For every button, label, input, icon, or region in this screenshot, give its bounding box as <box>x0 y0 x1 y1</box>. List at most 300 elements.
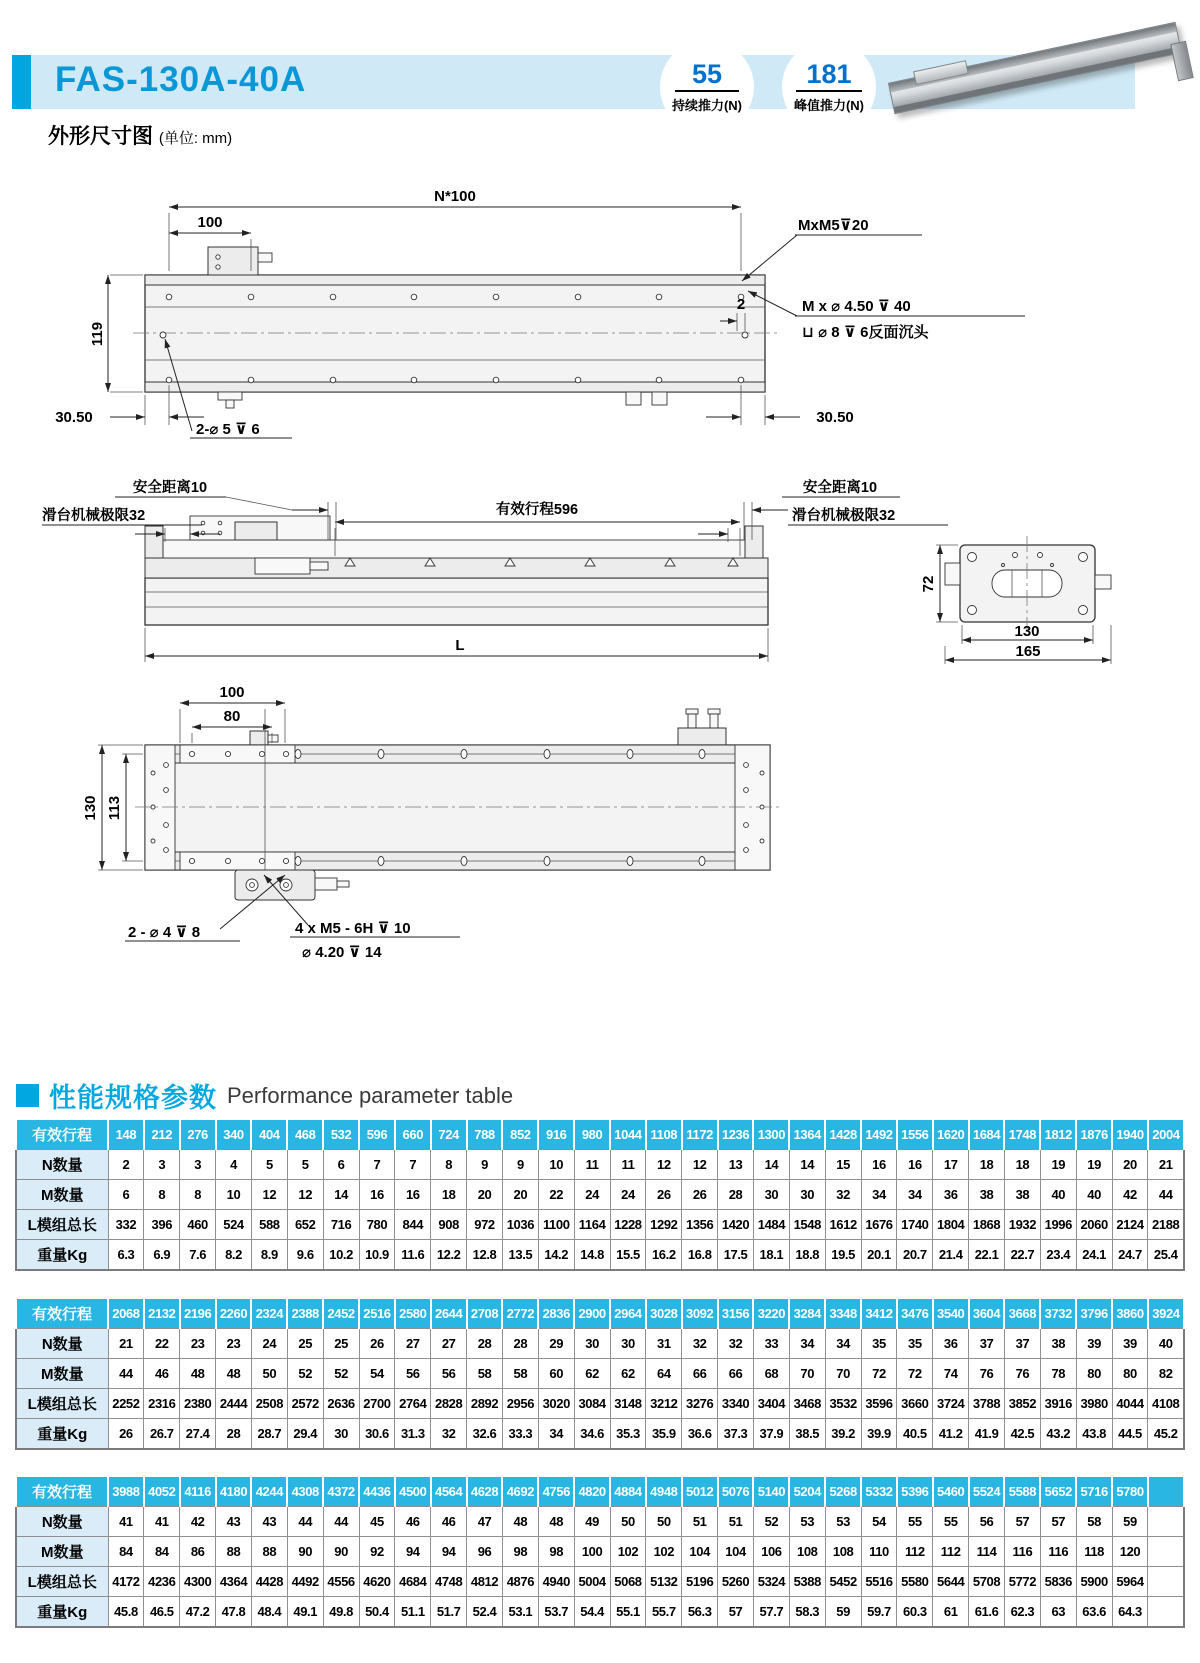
row-label: N数量 <box>16 1507 108 1537</box>
value-cell: 47.8 <box>216 1597 252 1628</box>
value-cell: 48 <box>180 1359 216 1389</box>
value-cell: 92 <box>359 1537 395 1567</box>
value-cell: 22 <box>144 1329 180 1359</box>
section-title-en: Performance parameter table <box>227 1082 514 1108</box>
stroke-value: 3348 <box>825 1298 861 1329</box>
stroke-value: 5268 <box>825 1476 861 1507</box>
stroke-value: 276 <box>180 1119 216 1150</box>
stroke-value: 2452 <box>323 1298 359 1329</box>
value-cell: 52 <box>753 1507 789 1537</box>
dim-3050-right: 30.50 <box>816 409 854 426</box>
stroke-value: 4756 <box>538 1476 574 1507</box>
value-cell: 15.5 <box>610 1240 646 1271</box>
value-cell: 14 <box>789 1150 825 1180</box>
stroke-value: 4180 <box>216 1476 252 1507</box>
value-cell: 80 <box>1076 1359 1112 1389</box>
value-cell: 48 <box>538 1507 574 1537</box>
continuous-thrust-value: 55 <box>675 60 739 91</box>
value-cell: 28.7 <box>251 1419 287 1450</box>
value-cell: 3212 <box>646 1389 682 1419</box>
stroke-value: 1492 <box>861 1119 897 1150</box>
value-cell: 31.3 <box>395 1419 431 1450</box>
dim-72: 72 <box>920 575 937 593</box>
stroke-value: 1108 <box>646 1119 682 1150</box>
value-cell: 58 <box>467 1359 503 1389</box>
value-cell: 30.6 <box>359 1419 395 1450</box>
stroke-value: 3028 <box>646 1298 682 1329</box>
stroke-value: 1428 <box>825 1119 861 1150</box>
value-cell: 50.4 <box>359 1597 395 1628</box>
row-label: 重量Kg <box>16 1597 108 1628</box>
value-cell: 396 <box>144 1210 180 1240</box>
value-cell: 844 <box>395 1210 431 1240</box>
value-cell: 20.7 <box>897 1240 933 1271</box>
value-cell: 3084 <box>574 1389 610 1419</box>
spec-table <box>15 1297 1185 1450</box>
stroke-value: 3220 <box>753 1298 789 1329</box>
peak-thrust-value: 181 <box>796 60 861 91</box>
stroke-value: 1940 <box>1112 1119 1148 1150</box>
value-cell: 18.1 <box>753 1240 789 1271</box>
value-cell: 3852 <box>1004 1389 1040 1419</box>
value-cell: 13 <box>718 1150 754 1180</box>
value-cell: 19.5 <box>825 1240 861 1271</box>
stroke-value: 5076 <box>718 1476 754 1507</box>
value-cell: 104 <box>718 1537 754 1567</box>
value-cell: 25 <box>287 1329 323 1359</box>
dim-130-end: 130 <box>1014 623 1040 640</box>
stroke-value: 4884 <box>610 1476 646 1507</box>
value-cell: 7 <box>395 1150 431 1180</box>
value-cell: 116 <box>1040 1537 1076 1567</box>
value-cell: 35 <box>861 1329 897 1359</box>
value-cell: 3724 <box>933 1389 969 1419</box>
value-cell: 49.1 <box>287 1597 323 1628</box>
stroke-value: 724 <box>431 1119 467 1150</box>
value-cell: 47.2 <box>180 1597 216 1628</box>
value-cell: 2892 <box>467 1389 503 1419</box>
value-cell: 63 <box>1040 1597 1076 1628</box>
value-cell: 5580 <box>897 1567 933 1597</box>
stroke-value: 2644 <box>431 1298 467 1329</box>
value-cell: 51 <box>682 1507 718 1537</box>
value-cell: 48 <box>216 1359 252 1389</box>
value-cell: 44 <box>108 1359 144 1389</box>
value-cell: 2444 <box>216 1389 252 1419</box>
value-cell: 2 <box>108 1150 144 1180</box>
label-limit-left: 滑台机械极限32 <box>42 508 146 524</box>
value-cell: 4428 <box>251 1567 287 1597</box>
value-cell: 57.7 <box>753 1597 789 1628</box>
value-cell: 59.7 <box>861 1597 897 1628</box>
product-photo <box>880 0 1190 140</box>
stroke-value: 2964 <box>610 1298 646 1329</box>
value-cell: 31 <box>646 1329 682 1359</box>
value-cell: 40 <box>1076 1180 1112 1210</box>
value-cell: 24.7 <box>1112 1240 1148 1271</box>
value-cell: 57 <box>718 1597 754 1628</box>
value-cell: 4556 <box>323 1567 359 1597</box>
value-cell: 34 <box>789 1329 825 1359</box>
value-cell: 4620 <box>359 1567 395 1597</box>
dim-100-top: 100 <box>197 214 223 231</box>
value-cell: 1100 <box>538 1210 574 1240</box>
value-cell: 5836 <box>1040 1567 1076 1597</box>
dim-130-bottom: 130 <box>82 795 99 821</box>
stroke-value: 4116 <box>180 1476 216 1507</box>
value-cell: 3660 <box>897 1389 933 1419</box>
value-cell: 14.2 <box>538 1240 574 1271</box>
value-cell: 20 <box>502 1180 538 1210</box>
value-cell: 32 <box>431 1419 467 1450</box>
value-cell: 2380 <box>180 1389 216 1419</box>
value-cell: 3788 <box>969 1389 1005 1419</box>
value-cell: 57 <box>1004 1507 1040 1537</box>
value-cell: 61 <box>933 1597 969 1628</box>
value-cell: 94 <box>431 1537 467 1567</box>
value-cell: 34 <box>825 1329 861 1359</box>
value-cell: 14 <box>753 1150 789 1180</box>
stroke-value: 3860 <box>1112 1298 1148 1329</box>
value-cell: 98 <box>502 1537 538 1567</box>
value-cell: 18.8 <box>789 1240 825 1271</box>
value-cell: 4236 <box>144 1567 180 1597</box>
value-cell: 12 <box>251 1180 287 1210</box>
section-title-zh: 性能规格参数 <box>49 1083 217 1113</box>
value-cell: 41 <box>144 1507 180 1537</box>
value-cell: 4364 <box>216 1567 252 1597</box>
value-cell: 3340 <box>718 1389 754 1419</box>
value-cell: 48.4 <box>251 1597 287 1628</box>
value-cell: 108 <box>825 1537 861 1567</box>
value-cell: 26.7 <box>144 1419 180 1450</box>
value-cell <box>1148 1537 1184 1567</box>
dim-80: 80 <box>223 708 241 725</box>
value-cell: 22.1 <box>969 1240 1005 1271</box>
stroke-value: 3988 <box>108 1476 144 1507</box>
value-cell: 4684 <box>395 1567 431 1597</box>
value-cell: 2316 <box>144 1389 180 1419</box>
value-cell: 46 <box>144 1359 180 1389</box>
value-cell: 12.2 <box>431 1240 467 1271</box>
value-cell: 55.1 <box>610 1597 646 1628</box>
value-cell: 49.8 <box>323 1597 359 1628</box>
value-cell: 8 <box>144 1180 180 1210</box>
value-cell: 55 <box>933 1507 969 1537</box>
stroke-value: 3284 <box>789 1298 825 1329</box>
value-cell: 46.5 <box>144 1597 180 1628</box>
value-cell: 51.7 <box>431 1597 467 1628</box>
value-cell: 5068 <box>610 1567 646 1597</box>
value-cell: 23 <box>180 1329 216 1359</box>
value-cell: 106 <box>753 1537 789 1567</box>
value-cell: 1612 <box>825 1210 861 1240</box>
value-cell: 74 <box>933 1359 969 1389</box>
stroke-value: 404 <box>251 1119 287 1150</box>
value-cell: 22.7 <box>1004 1240 1040 1271</box>
value-cell: 2188 <box>1148 1210 1184 1240</box>
value-cell: 3020 <box>538 1389 574 1419</box>
dim-100-bottom: 100 <box>219 684 245 701</box>
value-cell: 30 <box>610 1329 646 1359</box>
value-cell: 24 <box>251 1329 287 1359</box>
value-cell: 96 <box>467 1537 503 1567</box>
value-cell: 42 <box>1112 1180 1148 1210</box>
value-cell: 4108 <box>1148 1389 1184 1419</box>
value-cell: 118 <box>1076 1537 1112 1567</box>
value-cell: 4 <box>216 1150 252 1180</box>
side-view-drawing <box>40 470 1160 675</box>
stroke-value: 2708 <box>467 1298 503 1329</box>
label-m-dia: M x ⌀ 4.50 ⊽ 40 <box>802 298 911 315</box>
value-cell: 4748 <box>431 1567 467 1597</box>
value-cell: 1036 <box>502 1210 538 1240</box>
value-cell: 32 <box>718 1329 754 1359</box>
value-cell: 23.4 <box>1040 1240 1076 1271</box>
row-label: 重量Kg <box>16 1240 108 1271</box>
value-cell: 30 <box>789 1180 825 1210</box>
value-cell: 70 <box>825 1359 861 1389</box>
value-cell: 52.4 <box>467 1597 503 1628</box>
value-cell: 12.8 <box>467 1240 503 1271</box>
value-cell: 2572 <box>287 1389 323 1419</box>
value-cell: 114 <box>969 1537 1005 1567</box>
value-cell: 53 <box>789 1507 825 1537</box>
stroke-value: 1876 <box>1076 1119 1112 1150</box>
value-cell: 2956 <box>502 1389 538 1419</box>
value-cell: 1868 <box>969 1210 1005 1240</box>
value-cell: 2060 <box>1076 1210 1112 1240</box>
value-cell: 43.2 <box>1040 1419 1076 1450</box>
value-cell: 5004 <box>574 1567 610 1597</box>
value-cell: 11 <box>610 1150 646 1180</box>
value-cell: 2124 <box>1112 1210 1148 1240</box>
stroke-value: 1684 <box>969 1119 1005 1150</box>
value-cell <box>1148 1507 1184 1537</box>
value-cell: 98 <box>538 1537 574 1567</box>
dim-l: L <box>455 637 465 654</box>
value-cell: 60.3 <box>897 1597 933 1628</box>
value-cell: 8 <box>431 1150 467 1180</box>
thrust-badge-continuous <box>660 40 754 134</box>
value-cell: 12 <box>682 1150 718 1180</box>
stroke-value: 4948 <box>646 1476 682 1507</box>
value-cell: 3916 <box>1040 1389 1076 1419</box>
value-cell: 21 <box>108 1329 144 1359</box>
stroke-value: 4436 <box>359 1476 395 1507</box>
value-cell: 3532 <box>825 1389 861 1419</box>
value-cell: 1676 <box>861 1210 897 1240</box>
value-cell: 1292 <box>646 1210 682 1240</box>
value-cell: 17.5 <box>718 1240 754 1271</box>
value-cell: 8 <box>180 1180 216 1210</box>
value-cell: 108 <box>789 1537 825 1567</box>
value-cell: 6.3 <box>108 1240 144 1271</box>
value-cell: 37.9 <box>753 1419 789 1450</box>
value-cell: 5772 <box>1004 1567 1040 1597</box>
stroke-value: 532 <box>323 1119 359 1150</box>
value-cell: 112 <box>897 1537 933 1567</box>
value-cell: 5964 <box>1112 1567 1148 1597</box>
value-cell: 3980 <box>1076 1389 1112 1419</box>
value-cell: 58.3 <box>789 1597 825 1628</box>
label-2dia4: 2 - ⌀ 4 ⊽ 8 <box>128 924 201 941</box>
stroke-value <box>1148 1476 1184 1507</box>
stroke-value: 1172 <box>682 1119 718 1150</box>
value-cell: 53.1 <box>502 1597 538 1628</box>
value-cell: 41.2 <box>933 1419 969 1450</box>
value-cell: 102 <box>646 1537 682 1567</box>
value-cell: 72 <box>897 1359 933 1389</box>
value-cell: 5644 <box>933 1567 969 1597</box>
value-cell: 100 <box>574 1537 610 1567</box>
section-bullet-square <box>16 1084 39 1107</box>
value-cell: 39 <box>1112 1329 1148 1359</box>
value-cell: 20 <box>467 1180 503 1210</box>
value-cell: 35 <box>897 1329 933 1359</box>
value-cell: 908 <box>431 1210 467 1240</box>
value-cell: 82 <box>1148 1359 1184 1389</box>
value-cell: 5388 <box>789 1567 825 1597</box>
row-label: N数量 <box>16 1329 108 1359</box>
dimension-drawing-caption <box>48 120 232 150</box>
value-cell: 40.5 <box>897 1419 933 1450</box>
stroke-value: 5652 <box>1040 1476 1076 1507</box>
value-cell: 43 <box>251 1507 287 1537</box>
value-cell: 23 <box>216 1329 252 1359</box>
value-cell: 28 <box>216 1419 252 1450</box>
value-cell: 1356 <box>682 1210 718 1240</box>
value-cell: 36 <box>933 1329 969 1359</box>
stroke-value: 596 <box>359 1119 395 1150</box>
value-cell: 1548 <box>789 1210 825 1240</box>
value-cell: 6 <box>323 1150 359 1180</box>
value-cell: 4940 <box>538 1567 574 1597</box>
value-cell: 47 <box>467 1507 503 1537</box>
value-cell: 38 <box>1040 1329 1076 1359</box>
value-cell: 44 <box>287 1507 323 1537</box>
value-cell: 4044 <box>1112 1389 1148 1419</box>
stroke-value: 4564 <box>431 1476 467 1507</box>
value-cell: 5132 <box>646 1567 682 1597</box>
value-cell: 25 <box>323 1329 359 1359</box>
value-cell: 19 <box>1076 1150 1112 1180</box>
value-cell: 40 <box>1148 1329 1184 1359</box>
value-cell: 3 <box>180 1150 216 1180</box>
value-cell: 3468 <box>789 1389 825 1419</box>
value-cell: 59 <box>825 1597 861 1628</box>
performance-table-1 <box>15 1118 1185 1271</box>
value-cell: 15 <box>825 1150 861 1180</box>
value-cell: 59 <box>1112 1507 1148 1537</box>
stroke-value: 5332 <box>861 1476 897 1507</box>
value-cell: 1228 <box>610 1210 646 1240</box>
value-cell: 19 <box>1040 1150 1076 1180</box>
value-cell: 39.9 <box>861 1419 897 1450</box>
value-cell: 10.2 <box>323 1240 359 1271</box>
value-cell: 16.2 <box>646 1240 682 1271</box>
stroke-value: 5204 <box>789 1476 825 1507</box>
value-cell: 56.3 <box>682 1597 718 1628</box>
row-label: M数量 <box>16 1180 108 1210</box>
value-cell: 53.7 <box>538 1597 574 1628</box>
value-cell: 24.1 <box>1076 1240 1112 1271</box>
stroke-value: 4692 <box>502 1476 538 1507</box>
value-cell: 12 <box>287 1180 323 1210</box>
label-safety-left: 安全距离10 <box>132 480 208 496</box>
spec-table <box>15 1475 1185 1628</box>
stroke-value: 1300 <box>753 1119 789 1150</box>
value-cell: 1484 <box>753 1210 789 1240</box>
value-cell: 24 <box>574 1180 610 1210</box>
value-cell: 2636 <box>323 1389 359 1419</box>
value-cell: 58 <box>502 1359 538 1389</box>
value-cell: 18 <box>969 1150 1005 1180</box>
value-cell: 60 <box>538 1359 574 1389</box>
stroke-value: 340 <box>216 1119 252 1150</box>
stroke-value: 5012 <box>682 1476 718 1507</box>
stroke-value: 916 <box>538 1119 574 1150</box>
value-cell: 41 <box>108 1507 144 1537</box>
stroke-header-label: 有效行程 <box>16 1476 108 1507</box>
value-cell: 972 <box>467 1210 503 1240</box>
value-cell: 34 <box>861 1180 897 1210</box>
value-cell: 62.3 <box>1004 1597 1040 1628</box>
value-cell: 2508 <box>251 1389 287 1419</box>
row-label: N数量 <box>16 1150 108 1180</box>
value-cell: 33 <box>753 1329 789 1359</box>
peak-thrust-label: 峰值推力(N) <box>793 97 865 113</box>
row-label: M数量 <box>16 1537 108 1567</box>
value-cell: 34 <box>538 1419 574 1450</box>
value-cell: 17 <box>933 1150 969 1180</box>
stroke-value: 3156 <box>718 1298 754 1329</box>
value-cell: 5 <box>251 1150 287 1180</box>
performance-table-2 <box>15 1297 1185 1450</box>
value-cell: 24 <box>610 1180 646 1210</box>
value-cell: 86 <box>180 1537 216 1567</box>
value-cell: 4812 <box>467 1567 503 1597</box>
value-cell: 36 <box>933 1180 969 1210</box>
stroke-value: 148 <box>108 1119 144 1150</box>
value-cell: 66 <box>682 1359 718 1389</box>
stroke-value: 2324 <box>251 1298 287 1329</box>
value-cell: 44 <box>323 1507 359 1537</box>
value-cell: 80 <box>1112 1359 1148 1389</box>
value-cell: 28 <box>718 1180 754 1210</box>
value-cell: 28 <box>502 1329 538 1359</box>
dim-113: 113 <box>106 795 123 821</box>
stroke-value: 1748 <box>1004 1119 1040 1150</box>
value-cell: 1996 <box>1040 1210 1076 1240</box>
value-cell: 102 <box>610 1537 646 1567</box>
stroke-value: 5524 <box>969 1476 1005 1507</box>
value-cell: 460 <box>180 1210 216 1240</box>
value-cell: 34 <box>897 1180 933 1210</box>
value-cell: 5708 <box>969 1567 1005 1597</box>
stroke-value: 5460 <box>933 1476 969 1507</box>
stroke-value: 3604 <box>969 1298 1005 1329</box>
value-cell: 2252 <box>108 1389 144 1419</box>
value-cell: 16 <box>395 1180 431 1210</box>
label-2dia5: 2-⌀ 5 ⊽ 6 <box>196 421 260 438</box>
value-cell: 68 <box>753 1359 789 1389</box>
value-cell: 25.4 <box>1148 1240 1184 1271</box>
value-cell: 40 <box>1040 1180 1076 1210</box>
value-cell: 3404 <box>753 1389 789 1419</box>
stroke-value: 4820 <box>574 1476 610 1507</box>
value-cell: 6 <box>108 1180 144 1210</box>
